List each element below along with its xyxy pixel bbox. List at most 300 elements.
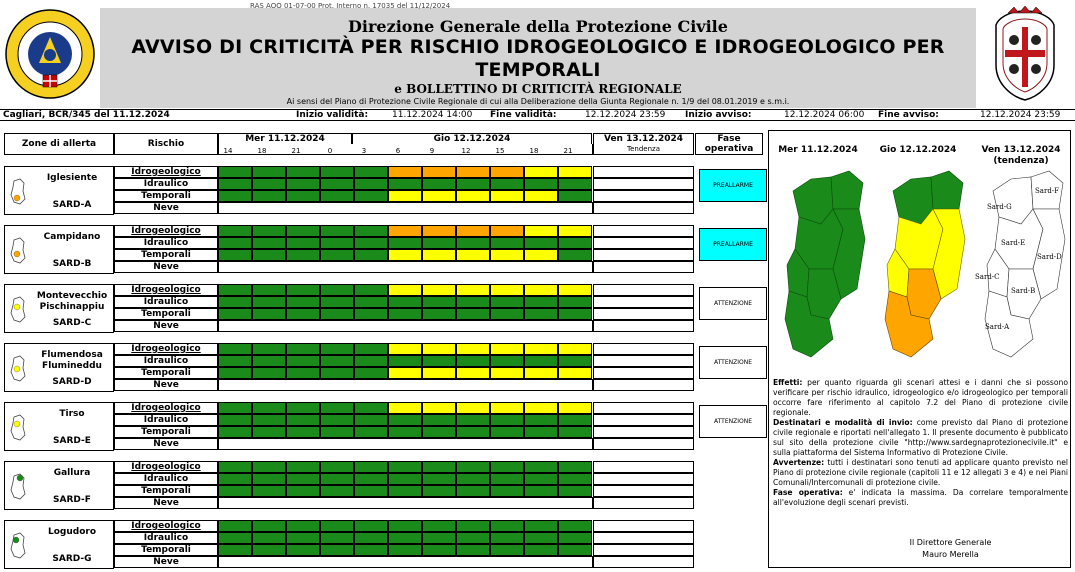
trend-cell — [593, 438, 694, 450]
risk-cell — [558, 308, 592, 320]
risk-cell — [456, 284, 490, 296]
map1-sard-f — [831, 171, 863, 209]
day2-header: Gio 12.12.2024 — [352, 133, 592, 144]
risk-cell — [286, 225, 320, 237]
maps-and-notes-panel — [768, 130, 1071, 568]
risk-label: Idraulico — [114, 473, 218, 485]
risk-cell — [320, 414, 354, 426]
risk-cell — [524, 544, 558, 556]
zone-mini-map-icon — [8, 531, 28, 559]
risk-cell — [218, 461, 252, 473]
risk-cell — [388, 402, 422, 414]
zone-label-box — [4, 343, 114, 392]
zone-mini-map-icon — [8, 236, 28, 264]
risk-cell — [524, 426, 558, 438]
risk-cell — [456, 343, 490, 355]
risk-cell — [320, 190, 354, 202]
risk-cell — [422, 520, 456, 532]
zone-mini-map-icon — [8, 354, 28, 382]
risk-cell — [422, 249, 456, 261]
trend-cell — [593, 497, 694, 509]
zone-sard-e — [4, 402, 767, 451]
risk-cell — [558, 473, 592, 485]
risk-cell — [422, 237, 456, 249]
zone-mini-map-icon — [8, 413, 28, 441]
zone-name: Gallura — [53, 468, 91, 478]
day3-header: Ven 13.12.2024 — [593, 133, 694, 144]
risk-cell — [456, 166, 490, 178]
risk-cell — [558, 367, 592, 379]
operational-phase-badge: ATTENZIONE — [699, 346, 767, 379]
zone-code: SARD-B — [52, 259, 92, 269]
map-title-day3: Ven 13.12.2024 — [981, 145, 1061, 155]
risk-cell — [456, 544, 490, 556]
risk-cell — [320, 367, 354, 379]
zone-sard-c — [4, 284, 767, 333]
risk-cell — [354, 426, 388, 438]
risk-cell — [218, 225, 252, 237]
trend-cell — [593, 473, 694, 485]
risk-cell — [252, 355, 286, 367]
risk-cell — [558, 426, 592, 438]
risk-cell — [388, 308, 422, 320]
risk-cell — [218, 473, 252, 485]
zone-mini-map-icon — [8, 472, 28, 500]
risk-cell — [524, 414, 558, 426]
risk-cell — [388, 485, 422, 497]
snow-row — [218, 497, 593, 509]
zone-label-box — [4, 225, 114, 274]
risk-cell — [218, 532, 252, 544]
risk-cell — [252, 284, 286, 296]
notice-end-label: Fine avviso: — [878, 110, 939, 120]
risk-label: Idraulico — [114, 414, 218, 426]
hour-tick: 18 — [257, 147, 267, 155]
risk-cell — [252, 343, 286, 355]
zone-code: SARD-F — [53, 495, 91, 505]
map-day3 — [975, 171, 1065, 357]
notice-start-value: 12.12.2024 06:00 — [784, 110, 865, 120]
snow-row — [218, 556, 593, 568]
sardinia-maps — [769, 169, 1072, 369]
risk-cell — [456, 402, 490, 414]
risk-cell — [558, 284, 592, 296]
risk-label: Temporali — [114, 544, 218, 556]
risk-label: Temporali — [114, 426, 218, 438]
risk-cell — [320, 249, 354, 261]
hour-tick: 3 — [361, 147, 367, 155]
risk-cell — [456, 426, 490, 438]
risk-label: Neve — [114, 438, 218, 450]
risk-cell — [286, 461, 320, 473]
risk-cell — [218, 426, 252, 438]
risk-cell — [388, 355, 422, 367]
trend-cell — [593, 414, 694, 426]
risk-label: Temporali — [114, 308, 218, 320]
risk-cell — [422, 166, 456, 178]
risk-cell — [388, 461, 422, 473]
risk-cell — [456, 414, 490, 426]
risk-cell — [354, 414, 388, 426]
zone-name: Campidano — [43, 232, 101, 242]
risk-cell — [252, 308, 286, 320]
risk-label: Idraulico — [114, 178, 218, 190]
risk-cell — [456, 532, 490, 544]
hour-tick: 0 — [327, 147, 333, 155]
risk-cell — [524, 532, 558, 544]
risk-cell — [524, 284, 558, 296]
risk-cell — [320, 237, 354, 249]
phase-header-line2: operativa — [704, 144, 754, 154]
risk-cell — [422, 308, 456, 320]
map3-label-g: Sard-G — [987, 203, 1012, 211]
risk-cell — [354, 225, 388, 237]
risk-cell — [422, 402, 456, 414]
risk-cell — [558, 461, 592, 473]
trend-cell — [593, 178, 694, 190]
trend-cell — [593, 520, 694, 532]
risk-cell — [558, 520, 592, 532]
risk-cell — [252, 225, 286, 237]
trend-cell — [593, 320, 694, 332]
map-title-day3-trend: (tendenza) — [993, 156, 1049, 166]
risk-cell — [490, 296, 524, 308]
zone-code: SARD-D — [52, 377, 92, 387]
notice-end-value: 12.12.2024 23:59 — [980, 110, 1061, 120]
hour-tick: 6 — [395, 147, 401, 155]
zone-label-box — [4, 166, 114, 215]
trend-cell — [593, 166, 694, 178]
risk-cell — [286, 520, 320, 532]
risk-label: Idraulico — [114, 532, 218, 544]
risk-cell — [218, 367, 252, 379]
risk-label: Idrogeologico — [114, 284, 218, 296]
risk-cell — [490, 532, 524, 544]
risk-cell — [320, 520, 354, 532]
zone-sard-d — [4, 343, 767, 392]
risk-cell — [320, 426, 354, 438]
risk-cell — [252, 520, 286, 532]
risk-cell — [354, 520, 388, 532]
map-day1 — [785, 171, 865, 357]
risk-cell — [456, 355, 490, 367]
trend-cell — [593, 544, 694, 556]
trend-cell — [593, 284, 694, 296]
risk-cell — [218, 402, 252, 414]
note-warnings: Avvertenze: tutti i destinatari sono tenuti ad applicare quanto previsto nel Piano di protezione civile regionale (capitoli 11 e 12 allegati 3 e 4) e nei Piani Comunali/Intercomunali di protezione civile. — [773, 458, 1068, 487]
risk-cell — [558, 414, 592, 426]
risk-label: Neve — [114, 320, 218, 332]
risk-cell — [252, 414, 286, 426]
risk-cell — [456, 178, 490, 190]
map3-label-e: Sard-E — [1001, 239, 1026, 247]
risk-cell — [218, 237, 252, 249]
operational-phase-badge: PREALLARME — [699, 169, 767, 202]
risk-cell — [388, 426, 422, 438]
risk-cell — [252, 544, 286, 556]
header-legal-note: Ai sensi del Piano di Protezione Civile Regionale di cui alla Deliberazione della Giunta Regionale n. 1/9 del 08.01.2019 e s.m.i. — [286, 97, 790, 106]
risk-cell — [388, 284, 422, 296]
zone-code: SARD-E — [53, 436, 91, 446]
hour-tick: 18 — [529, 147, 539, 155]
map-day2 — [885, 171, 965, 357]
risk-label: Neve — [114, 261, 218, 273]
risk-cell — [422, 414, 456, 426]
risk-label: Temporali — [114, 485, 218, 497]
risk-cell — [456, 461, 490, 473]
risk-cell — [388, 225, 422, 237]
risk-cell — [354, 367, 388, 379]
risk-cell — [558, 178, 592, 190]
risk-cell — [456, 473, 490, 485]
risk-cell — [218, 544, 252, 556]
risk-cell — [252, 166, 286, 178]
risk-cell — [422, 190, 456, 202]
risk-cell — [558, 355, 592, 367]
zone-code: SARD-G — [52, 554, 92, 564]
validity-start-value: 11.12.2024 14:00 — [392, 110, 473, 120]
risk-cell — [218, 284, 252, 296]
risk-cell — [524, 485, 558, 497]
risk-cell — [320, 532, 354, 544]
header-subtitle: e BOLLETTINO DI CRITICITÀ REGIONALE — [394, 82, 682, 96]
risk-cell — [524, 367, 558, 379]
risk-cell — [354, 532, 388, 544]
risk-label: Idrogeologico — [114, 166, 218, 178]
note-recipients: Destinatari e modalità di invio: come previsto dal Piano di protezione civile regionale e riportati nell'allegato 1. Il presente documento è pubblicato sul sito della protezione civile "http://www.sardegnaprotezionecivile.it" e sulla piattaforma del Sistema Informativo di Protezione Civile. — [773, 418, 1068, 457]
map-title-day1: Mer 11.12.2024 — [778, 145, 858, 155]
risk-cell — [490, 426, 524, 438]
risk-cell — [422, 178, 456, 190]
zone-sard-f — [4, 461, 767, 510]
risk-cell — [422, 343, 456, 355]
risk-cell — [490, 402, 524, 414]
risk-cell — [320, 461, 354, 473]
risk-cell — [456, 237, 490, 249]
operational-phase-badge: ATTENZIONE — [699, 287, 767, 320]
trend-header: Tendenza — [593, 144, 694, 155]
risk-cell — [354, 485, 388, 497]
hour-tick: 21 — [563, 147, 573, 155]
risk-label: Idraulico — [114, 355, 218, 367]
risk-cell — [218, 296, 252, 308]
map3-label-b: Sard-B — [1011, 287, 1036, 295]
trend-cell — [593, 190, 694, 202]
snow-row — [218, 379, 593, 391]
risk-cell — [490, 237, 524, 249]
risk-cell — [320, 284, 354, 296]
risk-cell — [524, 249, 558, 261]
risk-cell — [218, 190, 252, 202]
risk-cell — [422, 485, 456, 497]
trend-cell — [593, 225, 694, 237]
risk-cell — [490, 225, 524, 237]
zone-sard-g — [4, 520, 767, 569]
risk-cell — [524, 402, 558, 414]
map2-sard-f — [931, 171, 963, 209]
risk-cell — [490, 190, 524, 202]
risk-cell — [524, 343, 558, 355]
sardinia-coat-of-arms — [978, 5, 1073, 103]
risk-cell — [320, 166, 354, 178]
trend-cell — [593, 343, 694, 355]
risk-cell — [558, 296, 592, 308]
risk-cell — [388, 190, 422, 202]
note-effects: Effetti: per quanto riguarda gli scenari attesi e i danni che si possono verificare per rischio idraulico, idrogeologico e/o idrogeologico per temporali occorre fare riferimento al capitolo 7.2 del Piano di protezione civile regionale. — [773, 378, 1068, 417]
trend-cell — [593, 296, 694, 308]
risk-cell — [490, 367, 524, 379]
risk-cell — [252, 367, 286, 379]
risk-cell — [286, 544, 320, 556]
risk-cell — [286, 473, 320, 485]
risk-cell — [252, 249, 286, 261]
risk-cell — [218, 249, 252, 261]
risk-cell — [524, 166, 558, 178]
risk-cell — [286, 343, 320, 355]
zone-column-header: Zone di allerta — [4, 133, 114, 155]
risk-cell — [320, 296, 354, 308]
zone-code: SARD-A — [52, 200, 92, 210]
risk-cell — [456, 367, 490, 379]
risk-cell — [252, 237, 286, 249]
bulletin-reference: Cagliari, BCR/345 del 11.12.2024 — [3, 110, 170, 120]
map3-label-f: Sard-F — [1035, 187, 1060, 195]
risk-cell — [558, 544, 592, 556]
risk-label: Neve — [114, 556, 218, 568]
hour-tick: 15 — [495, 147, 505, 155]
trend-cell — [593, 237, 694, 249]
zone-code: SARD-C — [52, 318, 92, 328]
risk-cell — [456, 225, 490, 237]
risk-cell — [490, 461, 524, 473]
map3-label-a: Sard-A — [985, 323, 1010, 331]
risk-label: Neve — [114, 202, 218, 214]
risk-cell — [354, 544, 388, 556]
trend-cell — [593, 261, 694, 273]
trend-cell — [593, 355, 694, 367]
risk-cell — [286, 355, 320, 367]
phase-column-header — [695, 133, 763, 155]
risk-cell — [558, 343, 592, 355]
risk-cell — [286, 249, 320, 261]
risk-cell — [286, 308, 320, 320]
risk-cell — [286, 426, 320, 438]
zone-mini-map-icon — [8, 177, 28, 205]
trend-cell — [593, 426, 694, 438]
risk-cell — [524, 190, 558, 202]
trend-cell — [593, 379, 694, 391]
risk-cell — [388, 473, 422, 485]
trend-cell — [593, 249, 694, 261]
risk-cell — [320, 402, 354, 414]
risk-cell — [422, 426, 456, 438]
trend-cell — [593, 461, 694, 473]
risk-cell — [524, 178, 558, 190]
risk-cell — [490, 520, 524, 532]
validity-end-value: 12.12.2024 23:59 — [585, 110, 666, 120]
risk-cell — [388, 249, 422, 261]
risk-cell — [218, 308, 252, 320]
risk-cell — [490, 178, 524, 190]
risk-cell — [490, 544, 524, 556]
validity-end-label: Fine validità: — [490, 110, 557, 120]
risk-cell — [354, 355, 388, 367]
risk-cell — [286, 166, 320, 178]
protocol-stamp: RAS AOO 01-07-00 Prot. Interno n. 17035 del 11/12/2024 — [250, 2, 451, 10]
regione-sardegna-logo — [3, 5, 98, 103]
risk-cell — [524, 237, 558, 249]
risk-cell — [388, 544, 422, 556]
document-header — [0, 0, 1075, 110]
risk-cell — [354, 296, 388, 308]
signatory-name: Mauro Merella — [922, 550, 979, 559]
risk-column-header: Rischio — [114, 133, 218, 155]
validity-bar — [0, 109, 1075, 121]
risk-cell — [524, 461, 558, 473]
risk-cell — [354, 249, 388, 261]
risk-cell — [490, 284, 524, 296]
risk-cell — [388, 343, 422, 355]
risk-cell — [388, 520, 422, 532]
risk-label: Temporali — [114, 249, 218, 261]
risk-cell — [286, 402, 320, 414]
risk-cell — [422, 461, 456, 473]
trend-cell — [593, 532, 694, 544]
risk-cell — [456, 308, 490, 320]
risk-cell — [286, 485, 320, 497]
risk-label: Idrogeologico — [114, 225, 218, 237]
header-directorate: Direzione Generale della Protezione Civile — [348, 17, 728, 36]
risk-cell — [252, 532, 286, 544]
risk-cell — [218, 520, 252, 532]
risk-cell — [354, 284, 388, 296]
risk-cell — [286, 296, 320, 308]
risk-cell — [218, 485, 252, 497]
phase-header-line1: Fase — [717, 134, 741, 144]
hour-tick: 12 — [461, 147, 471, 155]
risk-cell — [558, 532, 592, 544]
zone-name: Montevecchio Pischinappiu — [36, 291, 108, 312]
risk-cell — [456, 249, 490, 261]
risk-cell — [524, 225, 558, 237]
risk-cell — [388, 237, 422, 249]
risk-cell — [354, 190, 388, 202]
risk-cell — [422, 296, 456, 308]
risk-cell — [354, 461, 388, 473]
risk-cell — [320, 355, 354, 367]
risk-label: Neve — [114, 497, 218, 509]
trend-cell — [593, 402, 694, 414]
risk-cell — [286, 237, 320, 249]
risk-cell — [490, 355, 524, 367]
risk-cell — [354, 308, 388, 320]
risk-cell — [456, 190, 490, 202]
risk-cell — [286, 414, 320, 426]
risk-label: Idrogeologico — [114, 520, 218, 532]
risk-cell — [490, 473, 524, 485]
risk-cell — [286, 532, 320, 544]
zone-name: Iglesiente — [46, 173, 98, 183]
operational-phase-badge: PREALLARME — [699, 228, 767, 261]
risk-label: Temporali — [114, 367, 218, 379]
trend-cell — [593, 308, 694, 320]
risk-cell — [286, 367, 320, 379]
zone-label-box — [4, 402, 114, 451]
risk-cell — [252, 426, 286, 438]
risk-cell — [558, 225, 592, 237]
risk-label: Idraulico — [114, 237, 218, 249]
risk-cell — [422, 367, 456, 379]
